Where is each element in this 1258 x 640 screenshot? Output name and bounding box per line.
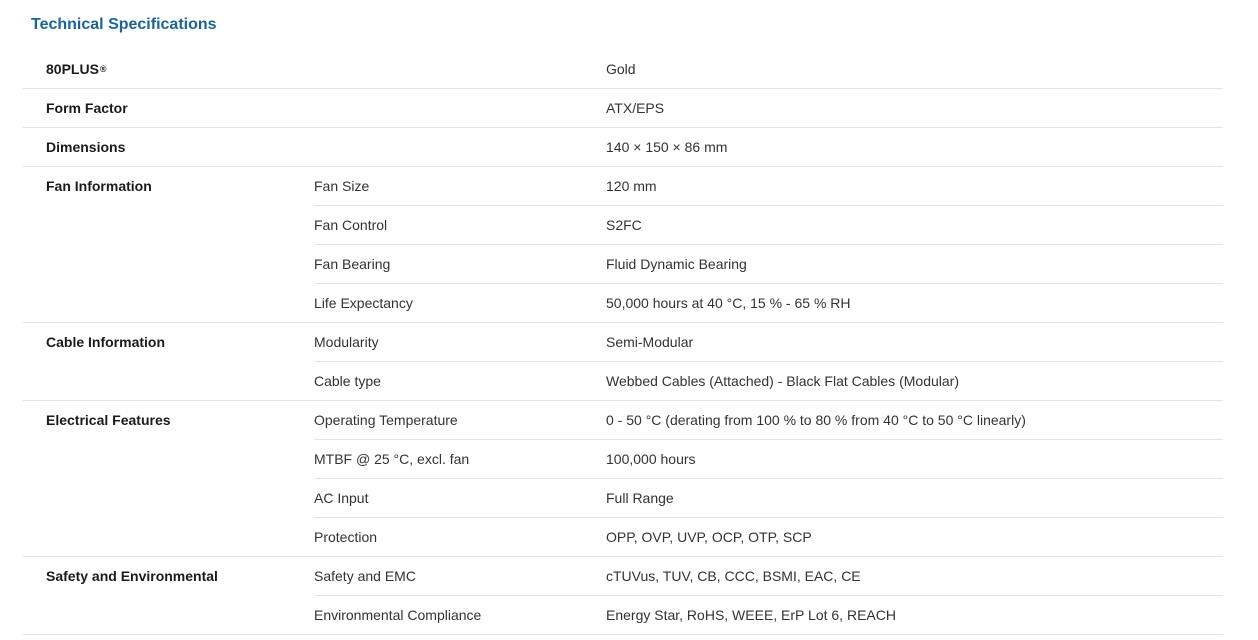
- spec-row: [314, 245, 1223, 284]
- spec-row: [314, 596, 1223, 634]
- spec-value: 120 mm: [606, 178, 657, 194]
- spec-sub-label: Fan Size: [314, 178, 370, 194]
- spec-row: [314, 206, 1223, 245]
- spec-row: [314, 284, 1223, 322]
- spec-group-form-factor: [23, 89, 1223, 128]
- spec-value: S2FC: [606, 217, 642, 233]
- spec-value: Semi-Modular: [606, 334, 694, 350]
- spec-group-cable-information: [23, 323, 1223, 401]
- spec-value: cTUVus, TUV, CB, CCC, BSMI, EAC, CE: [606, 568, 861, 584]
- spec-table: [23, 50, 1223, 635]
- spec-group-80plus: [23, 50, 1223, 89]
- spec-row: [314, 50, 1223, 88]
- spec-row: [314, 362, 1223, 400]
- spec-value: ATX/EPS: [606, 100, 665, 116]
- spec-sub-label: MTBF @ 25 °C, excl. fan: [314, 451, 470, 467]
- spec-row: [314, 167, 1223, 206]
- spec-sub-label: AC Input: [314, 490, 369, 506]
- spec-sub-label: Operating Temperature: [314, 412, 458, 428]
- spec-sub-label: Life Expectancy: [314, 295, 413, 311]
- spec-group-label: Safety and Environmental: [46, 568, 218, 584]
- spec-group-safety-environmental: [23, 557, 1223, 635]
- registered-mark: ®: [99, 64, 107, 74]
- spec-sub-label: Modularity: [314, 334, 379, 350]
- spec-row: [314, 440, 1223, 479]
- spec-value: Webbed Cables (Attached) - Black Flat Cables (Modular): [606, 373, 960, 389]
- spec-row: [314, 557, 1223, 596]
- spec-row: [314, 89, 1223, 127]
- spec-group-fan-information: [23, 167, 1223, 323]
- spec-row: [314, 401, 1223, 440]
- spec-sub-label: Environmental Compliance: [314, 607, 482, 623]
- spec-group-label: Fan Information: [46, 178, 152, 194]
- spec-group-label: Form Factor: [46, 100, 128, 116]
- spec-group-label: Cable Information: [46, 334, 166, 350]
- spec-row: [314, 128, 1223, 166]
- spec-value: 50,000 hours at 40 °C, 15 % - 65 % RH: [606, 295, 851, 311]
- spec-value: 0 - 50 °C (derating from 100 % to 80 % from 40 °C to 50 °C linearly): [606, 412, 1026, 428]
- spec-sub-label: Protection: [314, 529, 378, 545]
- spec-sub-label: Fan Bearing: [314, 256, 391, 272]
- spec-value: 100,000 hours: [606, 451, 696, 467]
- spec-group-label: 80PLUS ®: [46, 61, 107, 77]
- spec-row: [314, 323, 1223, 362]
- section-title: Technical Specifications: [31, 16, 217, 33]
- spec-sub-label: Fan Control: [314, 217, 388, 233]
- spec-row: [314, 479, 1223, 518]
- spec-value: Energy Star, RoHS, WEEE, ErP Lot 6, REACH: [606, 607, 896, 623]
- spec-value: Fluid Dynamic Bearing: [606, 256, 747, 272]
- spec-sub-label: Safety and EMC: [314, 568, 416, 584]
- spec-group-label: Electrical Features: [46, 412, 171, 428]
- spec-value: 140 × 150 × 86 mm: [606, 139, 728, 155]
- spec-group-label: Dimensions: [46, 139, 126, 155]
- spec-row: [314, 518, 1223, 556]
- spec-sub-label: Cable type: [314, 373, 381, 389]
- spec-group-electrical-features: [23, 401, 1223, 557]
- spec-value: Full Range: [606, 490, 674, 506]
- spec-value: Gold: [606, 61, 636, 77]
- spec-group-dimensions: [23, 128, 1223, 167]
- spec-value: OPP, OVP, UVP, OCP, OTP, SCP: [606, 529, 812, 545]
